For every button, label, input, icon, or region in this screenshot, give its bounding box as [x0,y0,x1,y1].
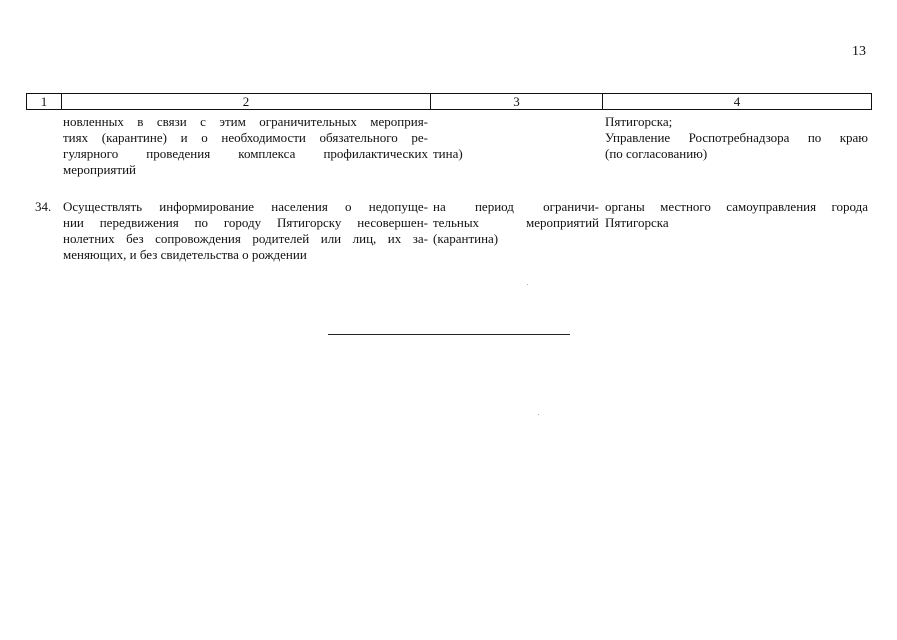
text-line: мероприятий [63,162,136,177]
end-of-document-rule [328,334,570,335]
text-line: гулярного проведения комплекса профилактических [63,146,428,161]
row-number: 34. [35,199,52,214]
text-line: Пятигорска; [605,114,673,129]
text-line: новленных в связи с этим ограничительных мероприя- [63,114,428,129]
text-line: тельных мероприятий [433,215,599,230]
text-line: (по согласованию) [605,146,708,161]
text-line: тина) [433,146,463,161]
text-line: (карантина) [433,231,499,246]
header-cell-2: 2 [62,94,431,109]
text-line: Пятигорска [605,215,669,230]
text-line: органы местного самоуправления города [605,199,868,214]
row-34-col4-text [605,199,868,231]
continuation-col4-text [605,114,868,162]
row-34-col2-text [63,199,428,263]
page-number: 13 [852,44,866,59]
scan-speck [527,284,528,285]
continuation-col3-text [433,114,463,178]
text-line: меняющих, и без свидетельства о рождении [63,247,307,262]
text-line: Осуществлять информирование населения о недопуще- [63,199,428,214]
text-line: тиях (карантине) и о необходимости обязательного ре- [63,130,428,145]
header-cell-1: 1 [27,94,62,109]
row-34-col3-text [433,199,599,247]
text-line: Управление Роспотребнадзора по краю [605,130,868,145]
scan-speck [538,414,539,415]
header-cell-4: 4 [733,94,741,109]
text-line: на период ограничи- [433,199,599,214]
text-line: нии передвижения по городу Пятигорску несовершен- [63,215,428,230]
text-line: нолетних без сопровождения родителей или лиц, их за- [63,231,428,246]
header-cell-3: 3 [431,94,603,109]
table-header-row [26,93,872,110]
continuation-col2-text [63,114,428,178]
